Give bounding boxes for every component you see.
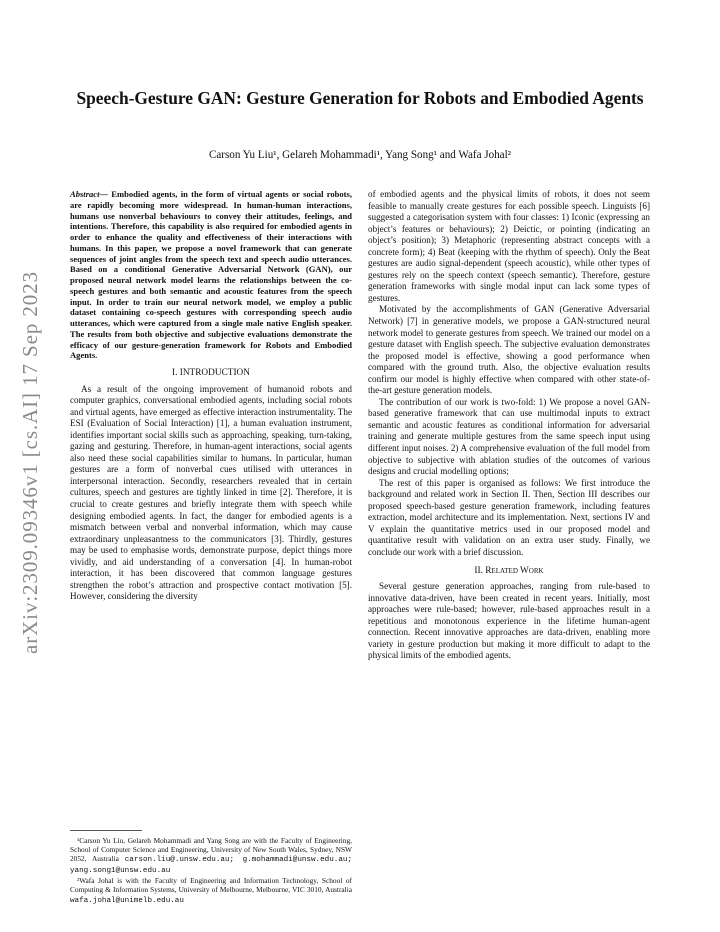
paragraph: Motivated by the accomplishments of GAN (Generative Adversarial Network) [7] in generative models, we propose a GAN-structured neural network model to generate gestures from speech. We trained our model on a gesture dataset with English speech. The subjective evaluation demonstrates the proposed model is effective, showing a good performance when compared with the ground truth. Also, the objective evaluation results confirm our model is highly effective when compared with other state-of-the-art gesture generation models. bbox=[368, 304, 650, 396]
footnote-2-email[interactable]: wafa.johal@unimelb.edu.au bbox=[70, 896, 184, 905]
paper-title: Speech-Gesture GAN: Gesture Generation for Robots and Embodied Agents bbox=[76, 88, 644, 108]
footnote-1-text: ¹Carson Yu Liu, Gelareh Mohammadi and Yang Song are with the Faculty of Engineering, School of Computer Science and Engineering, University of New South Wales, Sydney, NSW 2052, Australia bbox=[70, 836, 352, 864]
footnote-1 bbox=[70, 836, 352, 876]
abstract-text: — Embodied agents, in the form of virtual agents or social robots, are rapidly becoming more widespread. In human-human interactions, humans use nonverbal behaviours to convey their attitudes, feelings, and intentions. Therefore, this capability is also required for embodied agents in order to enhance the quality and effectiveness of their interactions with humans. In this paper, we propose a novel framework that can generate sequences of joint angles from the speech text and speech audio utterances. Based on a conditional Generative Adversarial Network (GAN), our proposed neural network model learns the relationships between the co-speech gestures and both semantic and acoustic features from the speech input. In order to train our neural network model, we employ a public dataset containing co-speech gestures with corresponding speech audio utterances, which were captured from a single male native English speaker. The results from both objective and subjective evaluations demonstrate the efficacy of our gesture-generation framework for Robots and Embodied Agents. bbox=[70, 189, 352, 361]
left-column bbox=[70, 189, 352, 603]
section-heading-introduction: I. INTRODUCTION bbox=[172, 368, 250, 378]
footnote-divider bbox=[70, 830, 142, 831]
footnote-2-text: ²Wafa Johal is with the Faculty of Engineering and Information Technology, School of Computing & Information Systems, University of Melbourne, Melbourne, VIC 3010, Australia bbox=[70, 876, 352, 895]
paragraph: The contribution of our work is two-fold: 1) We propose a novel GAN-based generative framework that can use multimodal inputs to extract semantic and acoustic features as conditional information for adversarial training and generate multiple gestures from the same speech input using different input noises. 2) A comprehensive evaluation of the full model from objective to subjective with ablation studies of the outcomes of various designs and crucial modelling options; bbox=[368, 396, 650, 477]
paragraph: of embodied agents and the physical limits of robots, it does not seem feasible to manually create gestures for each possible speech. Linguists [6] suggested a categorisation system with four classes: 1) Iconic (expressing an object’s features or behaviours); 2) Deictic, or pointing (indicating an object’s position); 3) Metaphoric (representing abstract concepts with a concrete form); 4) Beat (keeping with the rhythm of speech). Only the Beat gestures are audio signal-dependent (speech acoustic), while other types of gestures rely on the speech context (speech semantic). Therefore, gesture generation frameworks with single modal input can lack some types of gestures. bbox=[368, 189, 650, 303]
author-list: Carson Yu Liu¹, Gelareh Mohammadi¹, Yang Song¹ and Wafa Johal² bbox=[208, 149, 512, 161]
footnote-1-emails[interactable]: carson.liu@.unsw.edu.au; g.mohammadi@unsw.edu.au; yang.song1@unsw.edu.au bbox=[70, 856, 353, 876]
section-heading-related-work: II. Related Work bbox=[474, 565, 544, 576]
footnote-2 bbox=[70, 876, 352, 905]
abstract bbox=[70, 189, 352, 361]
paragraph: The rest of this paper is organised as follows: We first introduce the background and related work in Section II. Then, Section III describes our proposed speech-based gesture generation framework, including features extraction, model architecture and its implementation. Next, sections IV and V explain the quantitative metrics used in our proposed model and quantitative result with validation on an extra user study. Finally, we conclude our work with a brief discussion. bbox=[368, 477, 650, 557]
arxiv-identifier: arXiv:2309.09346v1 [cs.AI] 17 Sep 2023 bbox=[18, 271, 42, 654]
footnotes bbox=[70, 836, 352, 906]
abstract-label: Abstract bbox=[70, 189, 100, 199]
right-column bbox=[368, 189, 650, 662]
paragraph: Several gesture generation approaches, ranging from rule-based to innovative data-driven, have been created in recent years. Initially, most approaches were rule-based; however, rule-based approaches result in a repetitious and monotonous experience in the lifetime human-agent connection. Recent innovative approaches are data-driven, enabling more variety in gesture production but making it more difficult to adapt to the physical limits of the embodied agents. bbox=[368, 581, 650, 661]
paragraph: As a result of the ongoing improvement of humanoid robots and computer graphics, conversational embodied agents, including social robots and virtual agents, have emerged as effective interaction instrumentality. The ESI (Evaluation of Social Interaction) [1], a human evaluation instrument, identifies important social skills such as approaching, speaking, turn-taking, gazing and gesturing. Therefore, in human-agent interactions, social agents also need these social capabilities similar to humans. In particular, human gestures are a form of nonverbal cues utilised with utterances in interpersonal interaction. Secondly, researchers revealed that in certain cultures, speech and gestures are tightly linked in time [2]. Therefore, it is crucial to create gestures and briefly integrate them with speech while designing embodied agents. In fact, the danger for embodied agents is a mismatch between verbal and nonverbal information, which may cause extraordinary unpleasantness to the communicators [3]. Thirdly, gestures may be used to emphasise words, demonstrate purpose, depict things more vividly, and aid understanding of a conversation [4]. In human-robot interaction, it has been discovered that common language gestures strengthen the robot’s attraction and prospective contact motivation [5]. However, considering the diversity bbox=[70, 383, 352, 602]
